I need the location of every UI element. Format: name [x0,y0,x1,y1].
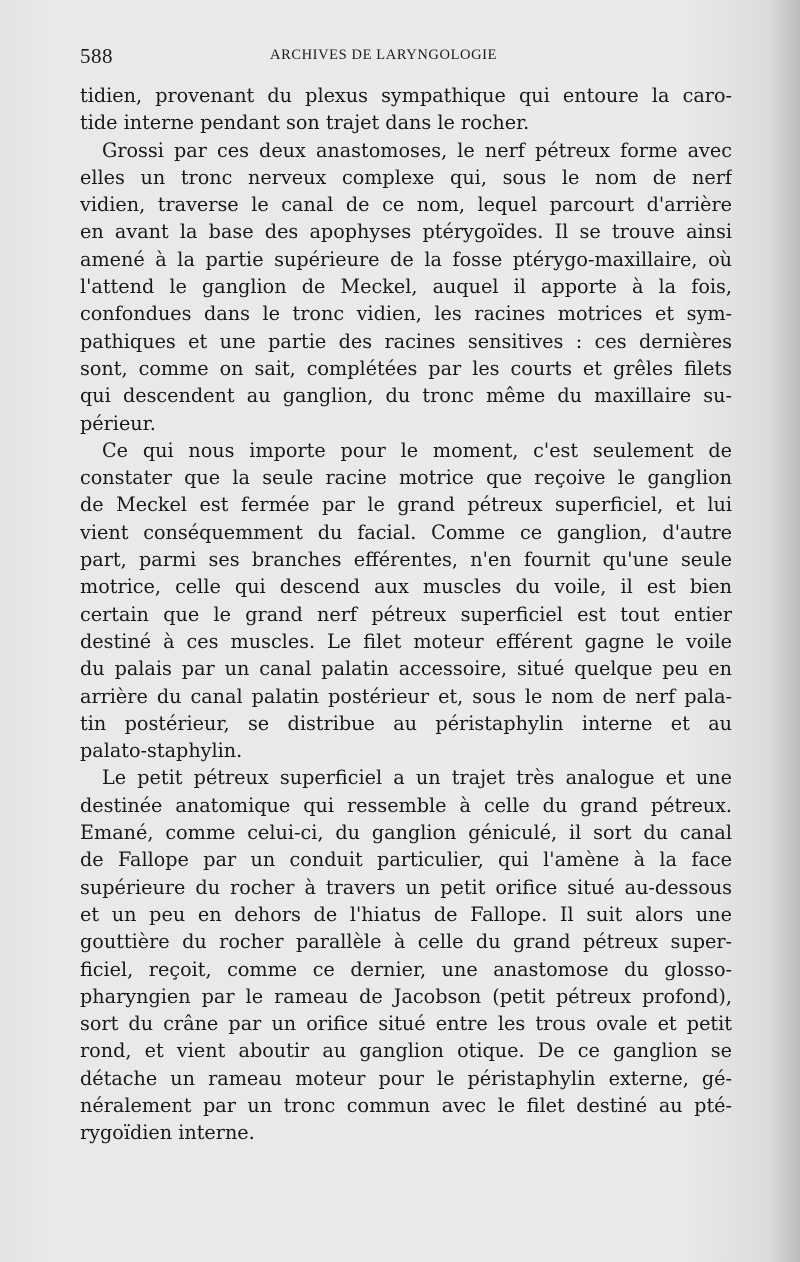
text-line: et un peu en dehors de l'hiatus de Fallope. Il suit alors une [80,902,732,926]
text-line: confondues dans le tronc vidien, les racines motrices et sym- [80,302,732,326]
text-line: tide interne pendant son trajet dans le rocher. [80,111,530,135]
text-line: Grossi par ces deux anastomoses, le nerf pétreux forme avec [102,138,732,162]
text-line: sont, comme on sait, complétées par les courts et grêles filets [80,356,732,380]
text-line: tidien, provenant du plexus sympathique qui entoure la caro- [80,84,732,107]
text-line: du palais par un canal palatin accessoire, situé quelque peu en [80,657,732,681]
text-line: gouttière du rocher parallèle à celle du grand pétreux super- [80,930,732,954]
page-number: 588 [80,44,113,68]
text-line: amené à la partie supérieure de la fosse ptérygo-maxillaire, où [80,247,732,271]
text-line: rygoïdien interne. [80,1121,255,1145]
text-line: constater que la seule racine motrice que reçoive le ganglion [80,466,732,490]
text-line: ficiel, reçoit, comme ce dernier, une anastomose du glosso- [80,957,732,981]
text-line: qui descendent au ganglion, du tronc même du maxillaire su- [80,384,732,408]
page-header [80,42,730,76]
text-line: part, parmi ses branches efférentes, n'en fournit qu'une seule [80,548,732,572]
text-line: de Meckel est fermée par le grand pétreux superficiel, et lui [80,493,732,517]
text-line: pharyngien par le rameau de Jacobson (petit pétreux profond), [80,984,732,1008]
text-line: l'attend le ganglion de Meckel, auquel il apporte à la fois, [80,275,732,299]
text-line: vidien, traverse le canal de ce nom, lequel parcourt d'arrière [80,193,732,217]
text-line: palato-staphylin. [80,739,243,763]
text-line: en avant la base des apophyses ptérygoïdes. Il se trouve ainsi [80,220,732,244]
text-line: détache un rameau moteur pour le péristaphylin externe, gé- [80,1066,732,1090]
text-line: rond, et vient aboutir au ganglion otique. De ce ganglion se [80,1039,732,1063]
text-line: tin postérieur, se distribue au péristaphylin interne et au [80,711,732,735]
text-line: Emané, comme celui-ci, du ganglion géniculé, il sort du canal [80,821,732,845]
text-line: destiné à ces muscles. Le filet moteur efférent gagne le voile [80,629,732,653]
text-line: supérieure du rocher à travers un petit orifice situé au-dessous [80,875,732,899]
text-line: vient conséquemment du facial. Comme ce ganglion, d'autre [80,520,732,544]
text-line: arrière du canal palatin postérieur et, sous le nom de nerf pala- [80,684,732,708]
text-line: motrice, celle qui descend aux muscles du voile, il est bien [80,575,732,599]
running-title: ARCHIVES DE LARYNGOLOGIE [270,47,498,63]
text-line: pathiques et une partie des racines sensitives : ces dernières [80,329,732,353]
body-text [80,82,732,1147]
text-line: Ce qui nous importe pour le moment, c'est seulement de [102,438,732,462]
text-line: périeur. [80,411,156,435]
text-line: certain que le grand nerf pétreux superficiel est tout entier [80,602,732,626]
text-line: de Fallope par un conduit particulier, qui l'amène à la face [80,848,732,872]
text-line: sort du crâne par un orifice situé entre les trous ovale et petit [80,1012,732,1036]
text-line: elles un tronc nerveux complexe qui, sous le nom de nerf [80,165,732,189]
text-line: néralement par un tronc commun avec le filet destiné au pté- [80,1093,732,1117]
text-line: destinée anatomique qui ressemble à celle du grand pétreux. [80,793,732,817]
text-line: Le petit pétreux superficiel a un trajet très analogue et une [102,766,732,790]
